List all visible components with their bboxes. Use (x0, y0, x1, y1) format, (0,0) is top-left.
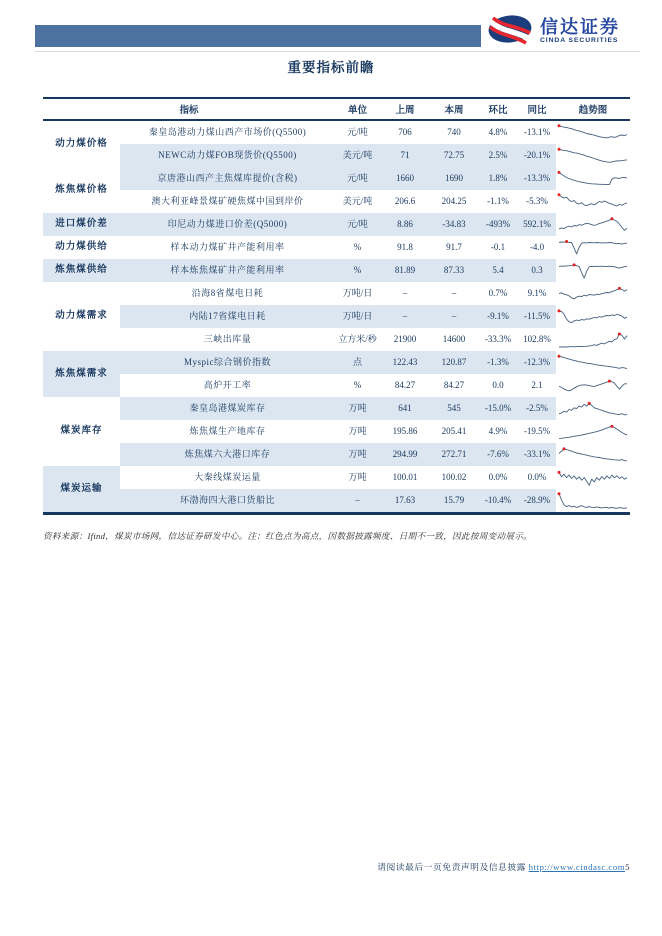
table-row (43, 259, 630, 282)
trend-sparkline (556, 374, 630, 397)
this-week-cell: 72.75 (430, 144, 478, 167)
disclaimer-text: 请阅读最后一页免责声明及信息披露 (377, 862, 526, 872)
yoy-cell: 592.1% (518, 213, 556, 236)
trend-sparkline (556, 282, 630, 305)
column-header-trend: 趋势图 (578, 106, 608, 116)
table-row (43, 120, 630, 144)
unit-cell: % (353, 379, 362, 390)
group-label: 炼焦煤价格 (55, 184, 108, 195)
table-row (43, 443, 630, 466)
yoy-cell: -20.1% (518, 144, 556, 167)
last-week-cell: 91.8 (397, 241, 413, 252)
this-week-cell: 91.7 (446, 241, 462, 252)
this-week-cell: 87.33 (430, 259, 478, 282)
unit-cell: % (335, 259, 380, 282)
trend-sparkline (556, 190, 630, 213)
header-divider (35, 51, 640, 52)
group-label: 进口煤价差 (43, 213, 120, 236)
wow-cell: 5.4 (478, 259, 518, 282)
this-week-cell: 15.79 (430, 489, 478, 514)
this-week-cell: 545 (430, 397, 478, 420)
trend-sparkline (556, 443, 630, 466)
last-week-cell: 641 (380, 397, 430, 420)
yoy-cell: 0.0% (527, 471, 547, 482)
yoy-cell: 102.8% (523, 333, 551, 344)
wow-cell: -9.1% (478, 305, 518, 328)
group-label: 动力煤供给 (55, 242, 108, 253)
column-header-yoy: 同比 (527, 106, 547, 116)
yoy-cell: -11.5% (518, 305, 556, 328)
indicator-cell: 三峡出库量 (203, 333, 252, 344)
wow-cell: -493% (478, 213, 518, 236)
wow-cell: 2.5% (478, 144, 518, 167)
this-week-cell: 14600 (442, 333, 466, 344)
unit-cell: 万吨 (335, 397, 380, 420)
indicator-cell: 印尼动力煤进口价差(Q5000) (120, 213, 335, 236)
this-week-cell: 740 (447, 126, 461, 137)
table-row (43, 213, 630, 236)
column-header-this-week: 本周 (444, 106, 464, 116)
this-week-cell: – (430, 305, 478, 328)
indicator-cell: 秦皇岛港煤炭库存 (120, 397, 335, 420)
yoy-cell: 0.3 (518, 259, 556, 282)
indicators-table (43, 97, 630, 515)
wow-cell: -0.1 (490, 241, 506, 252)
yoy-cell: -33.1% (518, 443, 556, 466)
trend-sparkline (556, 144, 630, 167)
unit-cell: 万吨 (348, 471, 367, 482)
unit-cell: 元/吨 (335, 167, 380, 190)
yoy-cell: -4.0 (529, 241, 545, 252)
page-title: 重要指标前瞻 (287, 60, 375, 75)
last-week-cell: 122.43 (380, 351, 430, 374)
unit-cell: 美元/吨 (342, 195, 373, 206)
indicator-cell: 样本炼焦煤矿井产能利用率 (120, 259, 335, 282)
wow-cell: -7.6% (478, 443, 518, 466)
table-row (43, 282, 630, 305)
last-week-cell: 71 (380, 144, 430, 167)
indicator-cell: 京唐港山西产主焦煤库提价(含税) (120, 167, 335, 190)
last-week-cell: 8.86 (380, 213, 430, 236)
wow-cell: -33.3% (484, 333, 512, 344)
indicator-cell: 环渤海四大港口货船比 (120, 489, 335, 514)
yoy-cell: -5.3% (526, 195, 548, 206)
last-week-cell: 1660 (380, 167, 430, 190)
wow-cell: 4.8% (488, 126, 508, 137)
unit-cell: 元/吨 (347, 126, 368, 137)
indicator-cell: 内陆17省煤电日耗 (120, 305, 335, 328)
yoy-cell: -2.5% (518, 397, 556, 420)
last-week-cell: 706 (398, 126, 412, 137)
wow-cell: -15.0% (478, 397, 518, 420)
table-row (43, 328, 630, 351)
last-week-cell: – (380, 305, 430, 328)
unit-cell: 万吨/日 (342, 287, 373, 298)
yoy-cell: 2.1 (531, 379, 543, 390)
unit-cell: 美元/吨 (335, 144, 380, 167)
last-week-cell: 294.99 (380, 443, 430, 466)
table-row (43, 397, 630, 420)
unit-cell: 元/吨 (335, 213, 380, 236)
table-body (43, 120, 630, 514)
group-label: 煤炭运输 (43, 466, 120, 514)
cinda-swoosh-icon (487, 12, 533, 51)
this-week-cell: – (451, 287, 457, 298)
trend-sparkline (556, 236, 630, 259)
last-week-cell: – (402, 287, 408, 298)
this-week-cell: 204.25 (441, 195, 467, 206)
unit-cell: % (353, 241, 362, 252)
logo-english-name: CINDA SECURITIES (540, 36, 619, 44)
header-bar (35, 25, 481, 47)
unit-cell: 万吨 (335, 443, 380, 466)
last-week-cell: 195.86 (392, 425, 418, 436)
this-week-cell: 100.02 (441, 471, 467, 482)
table-row (43, 144, 630, 167)
unit-cell: – (335, 489, 380, 514)
page-footer (377, 860, 630, 873)
last-week-cell: 100.01 (392, 471, 418, 482)
indicator-cell: 秦皇岛港动力煤山西产市场价(Q5500) (148, 126, 307, 137)
trend-sparkline (556, 420, 630, 443)
indicator-cell: 炼焦煤六大港口库存 (120, 443, 335, 466)
logo-chinese-name: 信达证券 (540, 16, 620, 37)
table-row (43, 190, 630, 213)
source-footnote: 资料来源：Ifind，煤炭市场网，信达证券研发中心。注：红色点为高点，因数据披露频度、日期不一致，因此按周变动展示。 (43, 530, 533, 541)
wow-cell: -10.4% (478, 489, 518, 514)
trend-sparkline (556, 489, 630, 514)
this-week-cell: 120.87 (430, 351, 478, 374)
unit-cell: 万吨/日 (335, 305, 380, 328)
last-week-cell: 81.89 (380, 259, 430, 282)
this-week-cell: 1690 (430, 167, 478, 190)
last-week-cell: 21900 (393, 333, 417, 344)
wow-cell: 1.8% (478, 167, 518, 190)
trend-sparkline (556, 466, 630, 489)
trend-sparkline (556, 328, 630, 351)
indicator-cell: 样本动力煤矿井产能利用率 (170, 241, 285, 252)
trend-sparkline (556, 397, 630, 420)
table-row (43, 236, 630, 259)
table-row (43, 420, 630, 443)
trend-sparkline (556, 351, 630, 374)
trend-sparkline (556, 305, 630, 328)
table-header-row (43, 98, 630, 120)
wow-cell: -1.1% (487, 195, 509, 206)
trend-sparkline (556, 120, 630, 144)
website-link[interactable]: http://www.cindasc.com (528, 862, 626, 872)
wow-cell: 0.0% (488, 471, 508, 482)
group-label: 炼焦煤供给 (43, 259, 120, 282)
yoy-cell: -12.3% (518, 351, 556, 374)
indicator-cell: NEWC动力煤FOB现货价(Q5500) (120, 144, 335, 167)
table-row (43, 374, 630, 397)
table-row (43, 305, 630, 328)
table-row (43, 167, 630, 190)
indicator-cell: 沿海8省煤电日耗 (191, 287, 264, 298)
group-label: 炼焦煤需求 (43, 351, 120, 397)
last-week-cell: 84.27 (394, 379, 416, 390)
this-week-cell: 205.41 (441, 425, 467, 436)
this-week-cell: 272.71 (430, 443, 478, 466)
yoy-cell: -19.5% (523, 425, 551, 436)
indicator-cell: 炼焦煤生产地库存 (189, 425, 266, 436)
wow-cell: 0.0 (492, 379, 504, 390)
trend-sparkline (556, 259, 630, 282)
unit-cell: 万吨 (348, 425, 367, 436)
wow-cell: 4.9% (488, 425, 508, 436)
column-header-indicator: 指标 (179, 106, 199, 116)
group-label: 煤炭库存 (60, 426, 103, 437)
group-label: 动力煤需求 (55, 311, 108, 322)
column-header-unit: 单位 (348, 106, 368, 116)
wow-cell: -1.3% (478, 351, 518, 374)
indicator-cell: 澳大利亚峰景煤矿硬焦煤中国到岸价 (151, 195, 304, 206)
column-header-last-week: 上周 (395, 106, 415, 116)
yoy-cell: -28.9% (518, 489, 556, 514)
last-week-cell: 206.6 (394, 195, 416, 206)
cinda-securities-logo (487, 12, 643, 50)
page-number: 5 (625, 862, 630, 872)
trend-sparkline (556, 167, 630, 190)
wow-cell: 0.7% (488, 287, 508, 298)
yoy-cell: -13.1% (523, 126, 551, 137)
indicator-cell: 大秦线煤炭运量 (194, 471, 261, 482)
unit-cell: 立方米/秒 (338, 333, 377, 344)
table-row (43, 466, 630, 489)
group-label: 动力煤价格 (55, 138, 108, 149)
table-row (43, 351, 630, 374)
yoy-cell: 9.1% (527, 287, 547, 298)
last-week-cell: 17.63 (380, 489, 430, 514)
this-week-cell: 84.27 (443, 379, 465, 390)
indicator-cell: 高炉开工率 (203, 379, 252, 390)
column-header-wow: 环比 (488, 106, 508, 116)
yoy-cell: -13.3% (518, 167, 556, 190)
indicator-cell: Myspic综合钢价指数 (120, 351, 335, 374)
trend-sparkline (556, 213, 630, 236)
this-week-cell: -34.83 (430, 213, 478, 236)
table-row (43, 489, 630, 514)
unit-cell: 点 (335, 351, 380, 374)
